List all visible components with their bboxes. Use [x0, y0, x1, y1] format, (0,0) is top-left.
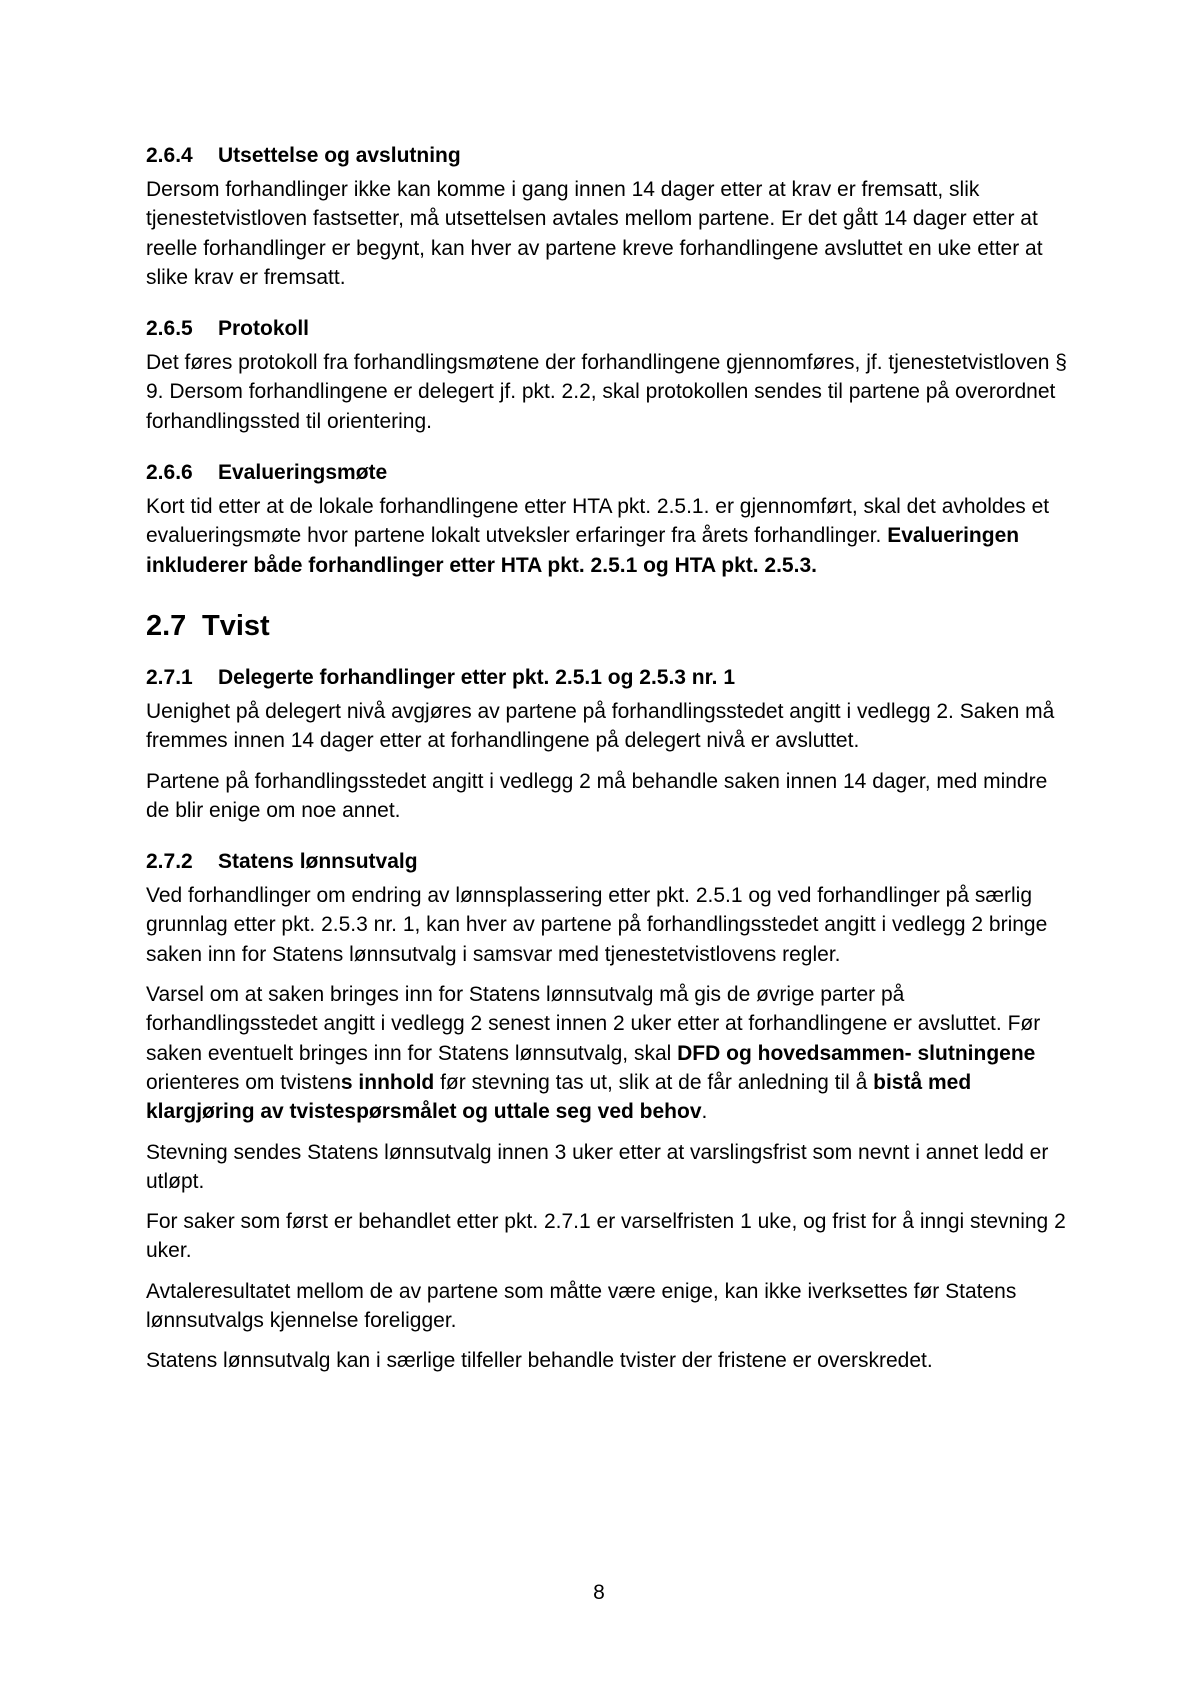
page-content — [146, 142, 1076, 1376]
paragraph-text: før stevning tas ut, slik at de får anledning til å — [434, 1070, 874, 1094]
section-title: Protokoll — [218, 317, 310, 341]
section-number: 2.7.2 — [146, 850, 193, 874]
bold-text: bistå med klargjøring av tvistespørsmålet og uttale seg ved behov — [146, 1070, 972, 1124]
bold-statement: Evalueringen inkluderer både forhandlinger etter HTA pkt. 2.5.1 og HTA pkt. 2.5.3. — [146, 524, 1020, 577]
page-number: 8 — [593, 1581, 605, 1604]
heading-2-6-6 — [146, 459, 1076, 487]
paragraph: Avtaleresultatet mellom de av partene som måtte være enige, kan ikke iverksettes før Statens lønnsutvalgs kjennelse foreligger. — [146, 1279, 1017, 1333]
paragraph: Uenighet på delegert nivå avgjøres av partene på forhandlingsstedet angitt i vedlegg 2. Saken må fremmes innen 14 dager etter at forhandlingene på delegert nivå er avsluttet. — [146, 699, 1055, 753]
heading-2-7-2 — [146, 848, 1076, 876]
section-title: Utsettelse og avslutning — [218, 144, 461, 167]
paragraph: For saker som først er behandlet etter pkt. 2.7.1 er varselfristen 1 uke, og frist for å inngi stevning 2 uker. — [146, 1210, 1066, 1263]
heading-2-7-1 — [146, 664, 1076, 692]
heading-2-7 — [146, 608, 1076, 644]
heading-2-6-5 — [146, 315, 1076, 343]
paragraph-text: Varsel om at saken bringes inn for Statens lønnsutvalg må gis de øvrige parter på forhandlingsstedet angitt i vedlegg 2 senest innen 2 uker etter at forhandlingene er avsluttet. Før saken eventuelt bringes inn for Statens lønnsutvalg, skal — [146, 983, 1041, 1065]
paragraph: Dersom forhandlinger ikke kan komme i gang innen 14 dager etter at krav er fremsatt, slik tjenestetvistloven fastsetter, må utsettelsen avtales mellom partene. Er det gått 14 dager etter at reelle forhandlinger er begynt, kan hver av partene kreve forhandlingene avsluttet en uke etter at slike krav er fremsatt. — [146, 178, 1043, 289]
bold-text: s innhold — [340, 1070, 435, 1094]
paragraph-text: Kort tid etter at de lokale forhandlingene etter HTA pkt. 2.5.1. er gjennomført, skal det avholdes et evalueringsmøte hvor partene lokalt utveksler erfaringer fra årets forhandlinger. — [146, 495, 1050, 548]
paragraph-text: orienteres om tvisten — [146, 1070, 341, 1094]
paragraph: Partene på forhandlingsstedet angitt i vedlegg 2 må behandle saken innen 14 dager, med mindre de blir enige om noe annet. — [146, 769, 1048, 822]
paragraph: Det føres protokoll fra forhandlingsmøtene der forhandlingene gjennomføres, jf. tjenestetvistloven § 9. Dersom forhandlingene er delegert jf. pkt. 2.2, skal protokollen sendes til partene på overordnet forhandlingssted til orientering. — [146, 351, 1067, 433]
section-title: Tvist — [202, 609, 270, 642]
paragraph: Ved forhandlinger om endring av lønnsplassering etter pkt. 2.5.1 og ved forhandlinger på særlig grunnlag etter pkt. 2.5.3 nr. 1, kan hver av partene på forhandlingsstedet angitt i vedlegg 2 bringe saken inn for Statens lønnsutvalg i samsvar med tjenestetvistlovens regler. — [146, 884, 1048, 966]
paragraph-text: . — [701, 1100, 708, 1124]
section-number: 2.6.4 — [146, 144, 193, 167]
paragraph: Stevning sendes Statens lønnsutvalg innen 3 uker etter at varslingsfrist som nevnt i annet ledd er utløpt. — [146, 1140, 1049, 1193]
bold-text: DFD og hovedsammen- slutningene — [677, 1041, 1036, 1065]
section-number: 2.7 — [146, 609, 187, 642]
section-number: 2.7.1 — [146, 665, 193, 689]
section-number: 2.6.6 — [146, 461, 193, 485]
paragraph — [146, 980, 1076, 1126]
section-title: Statens lønnsutvalg — [218, 850, 418, 874]
section-number: 2.6.5 — [146, 317, 193, 341]
paragraph: Statens lønnsutvalg kan i særlige tilfeller behandle tvister der fristene er overskredet. — [146, 1349, 933, 1373]
heading-2-6-4 — [146, 142, 1076, 170]
paragraph — [146, 492, 1076, 580]
section-title: Delegerte forhandlinger etter pkt. 2.5.1 og 2.5.3 nr. 1 — [218, 665, 735, 689]
section-title: Evalueringsmøte — [218, 461, 388, 485]
